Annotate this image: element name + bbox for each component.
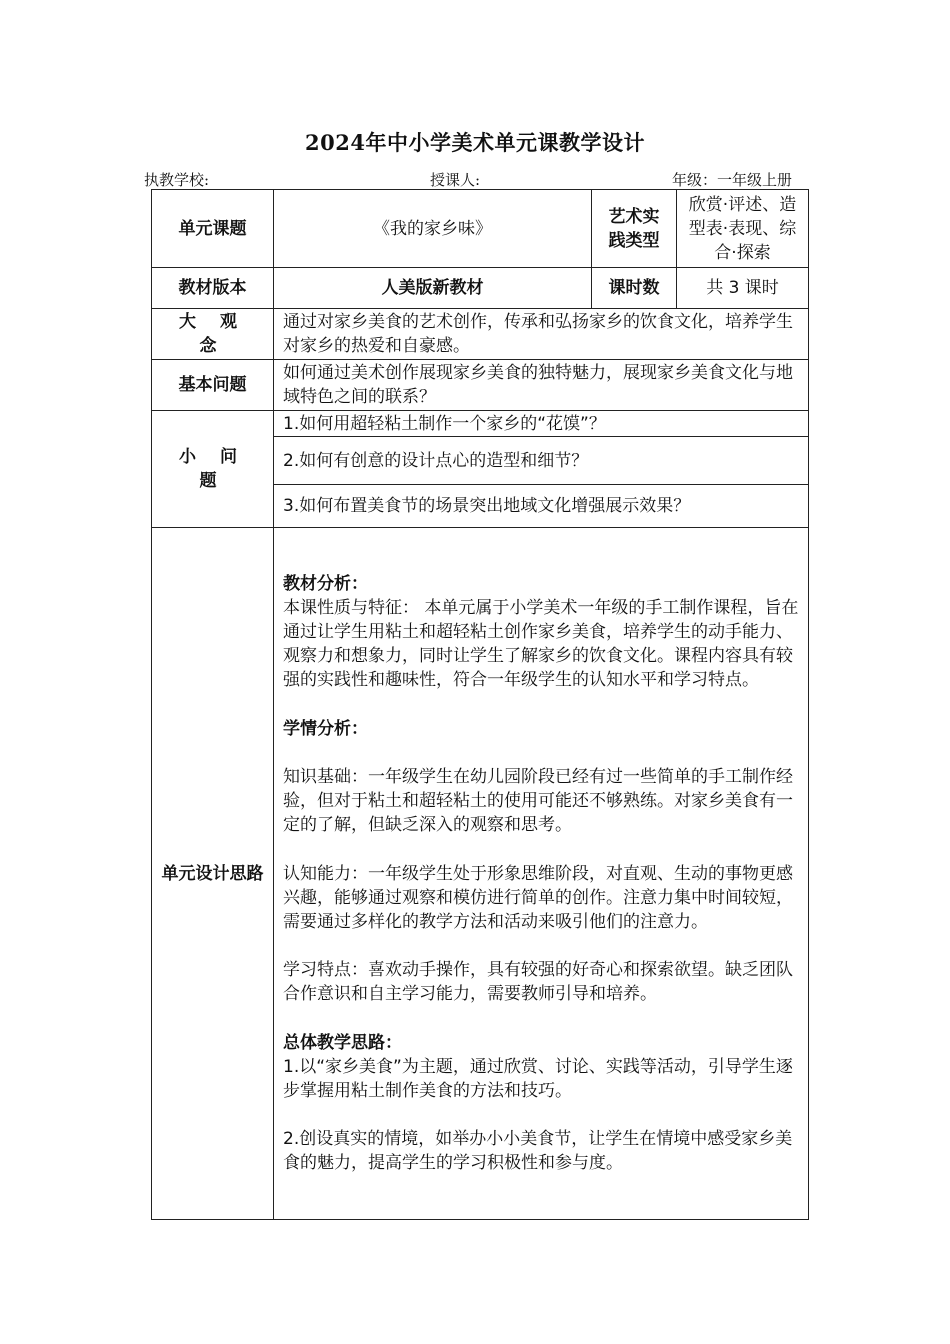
basic-question-row <box>152 360 809 411</box>
textbook-label: 教材版本 <box>152 268 274 309</box>
material-text: 本课性质与特征： 本单元属于小学美术一年级的手工制作课程，旨在通过让学生用粘土和超轻粘土创作家乡美食，培养学生的动手能力、观察力和想象力，同时让学生了解家乡的饮食文化。课程内容具有较强的实践性和趣味性，符合一年级学生的认知水平和学习特点。 <box>283 598 799 690</box>
big-idea-row <box>152 309 809 360</box>
textbook-value: 人美版新教材 <box>274 268 592 309</box>
unit-topic-value: 《我的家乡味》 <box>274 190 592 268</box>
basic-question-label: 基本问题 <box>152 360 274 411</box>
small-question-2: 2.如何有创意的设计点心的造型和细节？ <box>274 437 809 485</box>
teacher-field: 授课人: <box>430 171 481 189</box>
school-field: 执教学校: <box>144 171 210 189</box>
unit-topic-label: 单元课题 <box>152 190 274 268</box>
knowledge-text: 知识基础：一年级学生在幼儿园阶段已经有过一些简单的手工制作经验，但对于粘土和超轻粘土的使用可能还不够熟练。对家乡美食有一定的了解，但缺乏深入的观察和思考。 <box>283 767 793 835</box>
textbook-row <box>152 268 809 309</box>
overall-heading: 总体教学思路： <box>283 1032 402 1053</box>
big-idea-text: 通过对家乡美食的艺术创作，传承和弘扬家乡的饮食文化，培养学生对家乡的热爱和自豪感。 <box>274 309 809 360</box>
design-row <box>152 528 809 1220</box>
cognition-text: 认知能力：一年级学生处于形象思维阶段，对直观、生动的事物更感兴趣，能够通过观察和模仿进行简单的创作。注意力集中时间较短，需要通过多样化的教学方法和活动来吸引他们的注意力。 <box>283 863 793 932</box>
idea-1-text: 1.以“家乡美食”为主题，通过欣赏、讨论、实践等活动，引导学生逐步掌握用粘土制作美食的方法和技巧。 <box>283 1056 793 1101</box>
design-label: 单元设计思路 <box>152 528 274 1220</box>
big-idea-label: 大 观 念 <box>152 309 274 360</box>
grade-field: 年级：一年级上册 <box>672 171 793 189</box>
small-question-3: 3.如何布置美食节的场景突出地域文化增强展示效果？ <box>274 485 809 528</box>
lesson-plan-table <box>151 189 809 1220</box>
learning-text: 学习特点：喜欢动手操作，具有较强的好奇心和探索欲望。缺乏团队合作意识和自主学习能力，需要教师引导和培养。 <box>283 960 793 1004</box>
unit-topic-row <box>152 190 809 268</box>
hours-value: 共 3 课时 <box>677 268 809 309</box>
practice-type-label: 艺术实践类型 <box>592 190 677 268</box>
idea-2-text: 2.创设真实的情境，如举办小小美食节，让学生在情境中感受家乡美食的魅力，提高学生的学习积极性和参与度。 <box>283 1129 793 1173</box>
small-question-1: 1.如何用超轻粘土制作一个家乡的“花馍”？ <box>274 411 809 437</box>
material-heading: 教材分析： <box>283 574 368 594</box>
basic-question-text: 如何通过美术创作展现家乡美食的独特魅力，展现家乡美食文化与地域特色之间的联系？ <box>274 360 809 411</box>
small-question-row <box>152 411 809 437</box>
document-title: 2024年中小学美术单元课教学设计 <box>305 130 645 155</box>
practice-type-value: 欣赏·评述、造型表·表现、综合·探索 <box>677 190 809 268</box>
small-question-label: 小 问 题 <box>152 411 274 528</box>
hours-label: 课时数 <box>592 268 677 309</box>
student-heading: 学情分析： <box>283 718 368 739</box>
design-content <box>274 528 809 1220</box>
